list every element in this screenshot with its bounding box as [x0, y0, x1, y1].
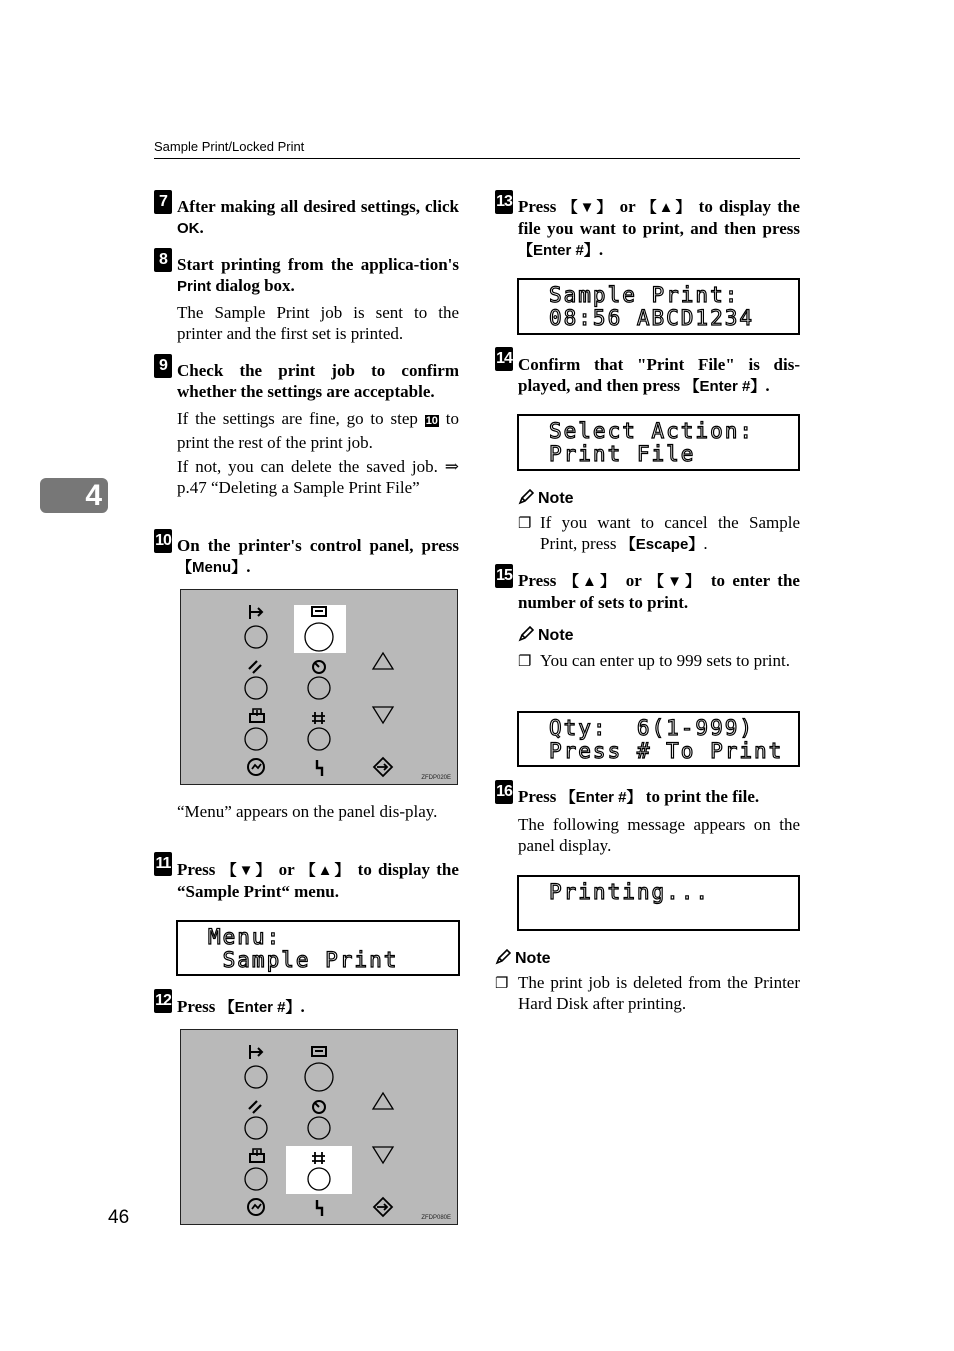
- step-9-instruction: Check the print job to confirm whether the settings are acceptable.: [177, 361, 459, 401]
- menu-key: 【Menu】: [177, 559, 247, 576]
- lcd-line-1: Sample Print:: [549, 283, 740, 307]
- step-number-8: 8: [154, 248, 172, 272]
- down-key: 【▼】: [562, 199, 614, 216]
- lcd-printing: [517, 875, 800, 931]
- pencil-icon: [518, 489, 534, 505]
- escape-key: 【Escape】: [620, 536, 704, 553]
- chapter-tab: [40, 478, 108, 513]
- note-heading-3: Note: [495, 949, 551, 968]
- panel-figure-code: ZFDP020E: [421, 775, 451, 781]
- chapter-number: 4: [85, 479, 102, 512]
- pencil-icon: [518, 626, 534, 642]
- step-13-instruction: Press 【▼】 or 【▲】 to display the file you want to print, and then press 【Enter #】.: [518, 197, 800, 259]
- step-number-12: 12: [154, 989, 172, 1013]
- step-8-body: The Sample Print job is sent to the printer and the first set is printed.: [177, 303, 459, 343]
- step-number-9: 9: [154, 354, 172, 378]
- lcd-line-1: Menu:: [208, 925, 282, 949]
- lcd-sample-print: [517, 278, 800, 335]
- step-ref-badge: 10: [425, 415, 438, 427]
- step-number-15: 15: [495, 564, 513, 588]
- checkbox-bullet: ❐: [518, 516, 532, 532]
- step-number-10: 10: [154, 529, 172, 553]
- print-key: Print: [177, 278, 212, 295]
- lcd-menu: [176, 920, 460, 976]
- lcd-line-1: Qty: 6(1-999): [549, 716, 755, 740]
- up-key: 【▲】: [563, 573, 619, 590]
- control-panel-illustration-1: [180, 589, 458, 785]
- step-15-instruction: Press 【▲】 or 【▼】 to enter the number of sets to print.: [518, 571, 800, 612]
- step-7-instruction: After making all desired settings, click OK.: [177, 197, 459, 237]
- lcd-line-2: Print File: [549, 442, 696, 466]
- lcd-line-2: Sample Print: [208, 948, 399, 972]
- enter-key: 【Enter #】: [684, 378, 766, 395]
- checkbox-bullet: ❐: [518, 654, 532, 670]
- lcd-line-1: Select Action:: [549, 419, 755, 443]
- step-number-14: 14: [495, 347, 513, 371]
- lcd-line-1: Printing...: [549, 880, 711, 904]
- panel-figure-code: ZFDP080E: [421, 1215, 451, 1221]
- step-number-7: 7: [154, 190, 172, 214]
- down-key: 【▼】: [648, 573, 704, 590]
- step-number-16: 16: [495, 780, 513, 804]
- step-number-11: 11: [154, 852, 172, 876]
- enter-key: 【Enter #】: [560, 789, 642, 806]
- control-panel-keys-2: [181, 1030, 459, 1226]
- down-key: 【▼】: [221, 862, 273, 879]
- step-11-instruction: Press 【▼】 or 【▲】 to display the “Sample Print“ menu.: [177, 860, 459, 901]
- step-10-instruction: On the printer's control panel, press 【Menu】.: [177, 536, 459, 576]
- enter-key: 【Enter #】: [219, 999, 301, 1016]
- step-16-instruction: Press 【Enter #】 to print the file.: [518, 787, 760, 806]
- lcd-line-2: Press # To Print: [549, 739, 784, 763]
- note-heading-1: Note: [518, 489, 574, 508]
- step-9-body-1: If the settings are fine, go to step 10 to print the rest of the print job.: [177, 409, 459, 452]
- note-1-text: If you want to cancel the Sample Print, press 【Escape】.: [540, 513, 800, 553]
- note-heading-2: Note: [518, 626, 574, 645]
- step-14-instruction: Confirm that "Print File" is dis-played, and then press 【Enter #】.: [518, 355, 800, 395]
- note-3-text: The print job is deleted from the Printer Hard Disk after printing.: [518, 973, 800, 1013]
- control-panel-keys-1: [181, 590, 459, 786]
- checkbox-bullet: ❐: [495, 976, 509, 992]
- header-rule: [154, 158, 800, 159]
- note-2-text: You can enter up to 999 sets to print.: [540, 651, 790, 670]
- control-panel-illustration-2: [180, 1029, 458, 1225]
- lcd-line-2: 08:56 ABCD1234: [549, 306, 755, 330]
- step-10-body: “Menu” appears on the panel dis-play.: [177, 802, 438, 821]
- up-key: 【▲】: [641, 199, 693, 216]
- step-number-13: 13: [495, 190, 513, 214]
- running-header: Sample Print/Locked Print: [154, 139, 305, 154]
- step-8-instruction: Start printing from the applica-tion's Print dialog box.: [177, 255, 459, 295]
- lcd-select-action: [517, 414, 800, 471]
- ok-key: OK: [177, 220, 200, 237]
- step-9-body-2: If not, you can delete the saved job. ⇒ p.47 “Deleting a Sample Print File”: [177, 457, 459, 497]
- enter-key: 【Enter #】: [518, 242, 599, 259]
- lcd-quantity: [517, 711, 800, 767]
- step-16-body: The following message appears on the panel display.: [518, 815, 800, 855]
- pencil-icon: [495, 949, 511, 965]
- up-key: 【▲】: [300, 862, 352, 879]
- step-12-instruction: Press 【Enter #】.: [177, 997, 305, 1016]
- page-number: 46: [108, 1207, 130, 1228]
